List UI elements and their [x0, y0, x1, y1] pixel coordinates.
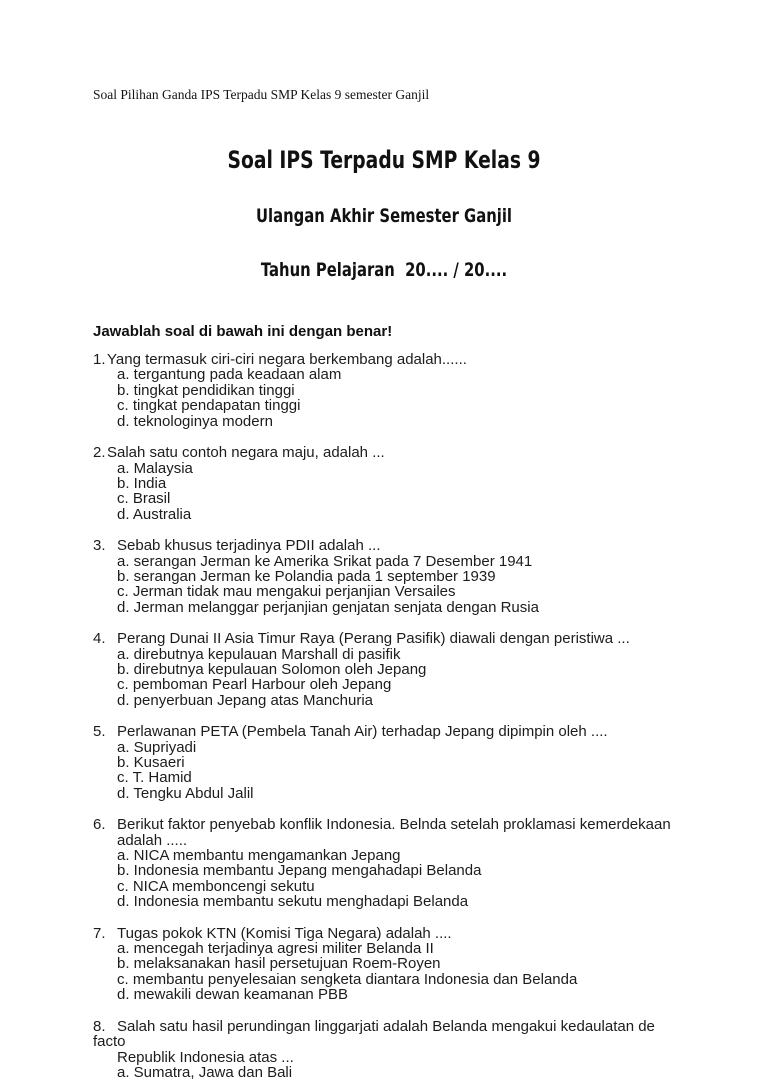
question-item [93, 817, 675, 909]
question-stem-line: adalah ..... [117, 831, 188, 849]
question-option: d. teknologinya modern [117, 412, 273, 430]
question-item [93, 631, 675, 708]
question-stem-line: Berikut faktor penyebab konflik Indonesia. Belnda setelah proklamasi kemerdekaan [117, 816, 671, 834]
question-option: a. direbutnya kepulauan Marshall di pasifik [117, 645, 401, 663]
document-heading [157, 116, 611, 312]
question-option: a. serangan Jerman ke Amerika Srikat pada 7 Desember 1941 [117, 552, 533, 570]
questions-list [93, 352, 675, 1080]
question-item [93, 926, 675, 1003]
question-item [93, 352, 675, 429]
question-first-line [93, 631, 675, 646]
question-item [93, 1019, 675, 1081]
question-number: 6. [93, 816, 106, 834]
question-number: 3. [93, 537, 106, 555]
question-option: b. serangan Jerman ke Polandia pada 1 september 1939 [117, 567, 496, 585]
subtitle-year: Tahun Pelajaran 20.... / 20.... [260, 258, 508, 281]
question-number: 7. [93, 924, 106, 942]
question-stem-line: Sebab khusus terjadinya PDII adalah ... [117, 537, 381, 555]
question-option: d. Jerman melanggar perjanjian genjatan senjata dengan Rusia [117, 598, 539, 616]
question-option: d. Tengku Abdul Jalil [117, 784, 254, 802]
question-option: d. mewakili dewan keamanan PBB [117, 986, 348, 1004]
question-option: d. penyerbuan Jepang atas Manchuria [117, 691, 374, 709]
question-first-line [93, 926, 675, 941]
question-option: d. Australia [117, 505, 192, 523]
question-option: c. T. Hamid [117, 769, 192, 787]
question-number: 1. [93, 351, 106, 369]
question-option: a. mencegah terjadinya agresi militer Belanda II [117, 940, 434, 958]
question-stem-line: Perlawanan PETA (Pembela Tanah Air) terhadap Jepang dipimpin oleh .... [117, 723, 608, 741]
question-number: 8. [93, 1017, 106, 1035]
question-option: c. Jerman tidak mau mengakui perjanjian Versailes [117, 583, 456, 601]
question-stem-line: Salah satu hasil perundingan linggarjati adalah Belanda mengakui kedaulatan de facto [93, 1017, 655, 1051]
question-first-line [93, 817, 675, 832]
question-number: 2. [93, 444, 106, 462]
question-option: b. Kusaeri [117, 754, 185, 771]
question-option: b. tingkat pendidikan tinggi [117, 381, 295, 399]
question-option: c. tingkat pendapatan tinggi [117, 397, 301, 415]
question-stem-line: Republik Indonesia atas ... [117, 1048, 294, 1066]
question-stem-line: Perang Dunai II Asia Timur Raya (Perang Pasifik) diawali dengan peristiwa ... [117, 630, 630, 648]
question-stem-line: Salah satu contoh negara maju, adalah ... [107, 444, 385, 462]
page-title: Soal IPS Terpadu SMP Kelas 9 [227, 146, 541, 175]
question-first-line [93, 352, 675, 367]
question-item [93, 445, 675, 522]
question-stem-line: Yang termasuk ciri-ciri negara berkembang adalah...... [107, 351, 467, 369]
question-stem-line: Tugas pokok KTN (Komisi Tiga Negara) adalah .... [117, 924, 452, 942]
question-option: a. tergantung pada keadaan alam [117, 366, 342, 384]
question-option: c. membantu penyelesaian sengketa diantara Indonesia dan Belanda [117, 970, 578, 988]
question-option: a. Malaysia [117, 459, 193, 477]
subtitle-semester: Ulangan Akhir Semester Ganjil [255, 205, 513, 228]
question-option: b. India [117, 474, 167, 492]
question-option: c. pemboman Pearl Harbour oleh Jepang [117, 676, 392, 694]
running-header: Soal Pilihan Ganda IPS Terpadu SMP Kelas 9 semester Ganjil [93, 87, 430, 102]
question-option: a. NICA membantu mengamankan Jepang [117, 847, 401, 865]
question-first-line [93, 724, 675, 739]
question-option: c. NICA memboncengi sekutu [117, 877, 315, 895]
question-option: d. Indonesia membantu sekutu menghadapi Belanda [117, 893, 469, 911]
question-item [93, 538, 675, 615]
question-number: 5. [93, 723, 106, 741]
question-item [93, 724, 675, 801]
question-option: a. Sumatra, Jawa dan Bali [117, 1063, 293, 1081]
question-first-line [93, 538, 675, 553]
question-number: 4. [93, 630, 106, 648]
question-option: b. direbutnya kepulauan Solomon oleh Jepang [117, 660, 427, 678]
instruction-text: Jawablah soal di bawah ini dengan benar! [93, 322, 393, 340]
question-first-line [93, 1019, 675, 1050]
question-option: b. melaksanakan hasil persetujuan Roem-Royen [117, 955, 441, 973]
question-option: c. Brasil [117, 490, 171, 508]
question-first-line [93, 445, 675, 460]
question-option: a. Supriyadi [117, 738, 197, 756]
question-option: b. Indonesia membantu Jepang mengahadapi Belanda [117, 862, 482, 880]
